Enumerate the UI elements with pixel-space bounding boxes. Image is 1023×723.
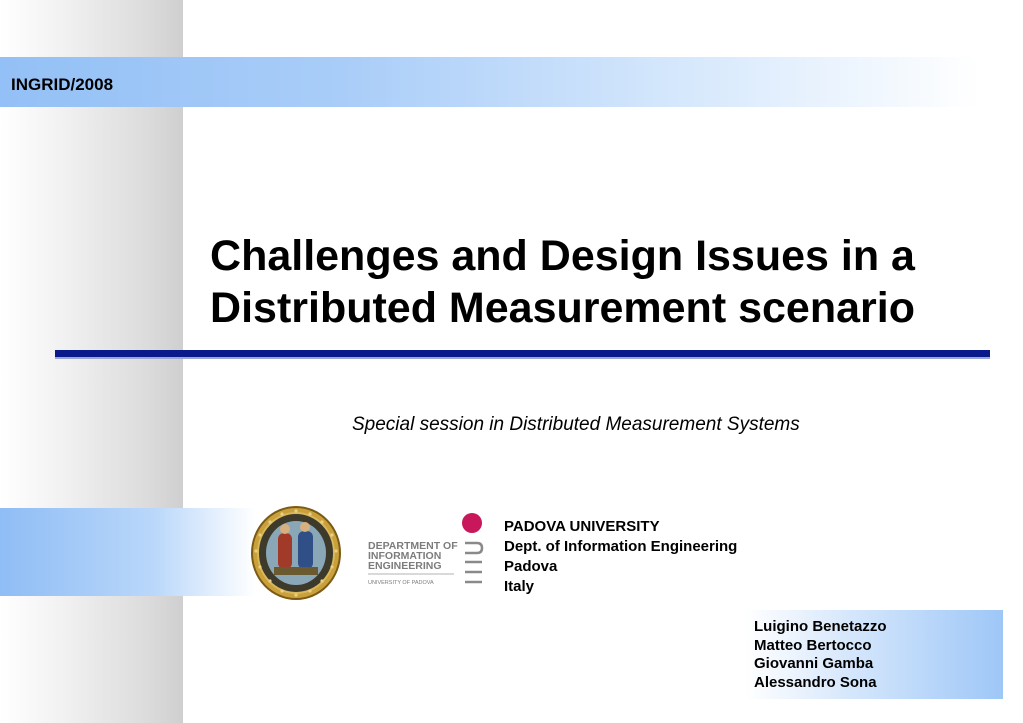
title-line-1: Challenges and Design Issues in a xyxy=(210,232,915,280)
dept-logo-university: UNIVERSITY OF PADOVA xyxy=(368,580,434,586)
affiliation-block xyxy=(504,517,737,597)
author-name: Matteo Bertocco xyxy=(754,636,872,654)
slide-subtitle: Special session in Distributed Measurement Systems xyxy=(352,414,800,435)
dept-logo-d-glyph xyxy=(465,543,482,553)
top-header-band xyxy=(0,57,980,107)
conference-label: INGRID/2008 xyxy=(11,75,114,94)
department-logo xyxy=(366,512,491,592)
authors-list xyxy=(754,618,887,692)
slide-title xyxy=(140,230,985,334)
author-name: Luigino Benetazzo xyxy=(754,618,887,635)
title-underline-rule xyxy=(55,350,990,359)
dept-logo-line-3: ENGINEERING xyxy=(368,560,442,572)
left-gradient-strip xyxy=(0,0,183,723)
title-line-2: Distributed Measurement scenario xyxy=(210,284,915,332)
university-seal-icon xyxy=(250,505,342,601)
author-name: Giovanni Gamba xyxy=(754,655,874,672)
bottom-left-band xyxy=(0,508,255,596)
affiliation-university: PADOVA UNIVERSITY xyxy=(504,518,660,535)
dept-logo-line-1: DEPARTMENT OF xyxy=(368,540,458,552)
affiliation-department: Dept. of Information Engineering xyxy=(504,538,738,555)
dept-logo-dot-icon xyxy=(462,513,482,533)
affiliation-country: Italy xyxy=(504,578,535,595)
author-name: Alessandro Sona xyxy=(754,673,877,691)
dept-logo-line-2: INFORMATION xyxy=(368,550,442,562)
affiliation-city: Padova xyxy=(504,558,558,575)
